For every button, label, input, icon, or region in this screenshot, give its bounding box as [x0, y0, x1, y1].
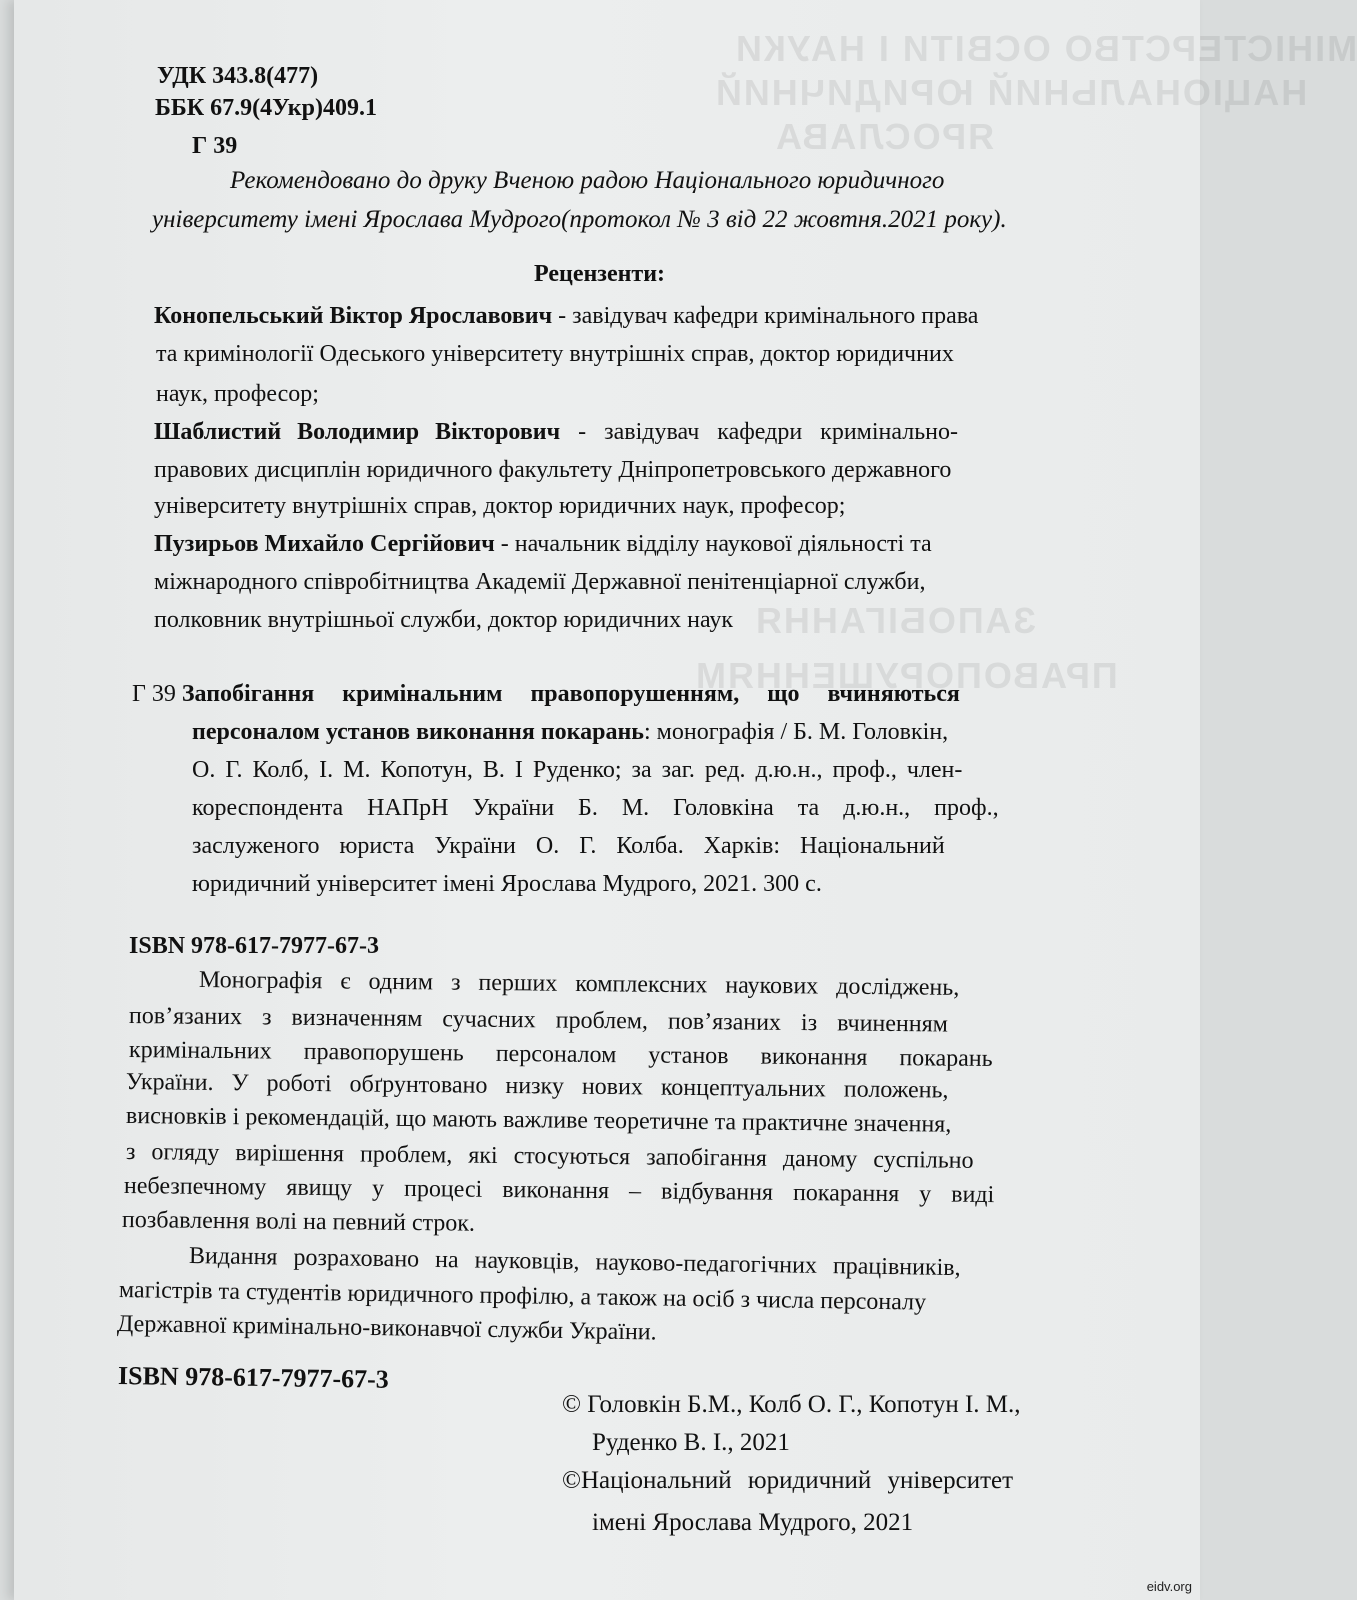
reviewer-1-affiliation: та кримінології Одеського університету внутрішніх справ, доктор юридичних [156, 341, 954, 367]
isbn-bottom: ISBN 978-617-7977-67-3 [117, 1361, 390, 1394]
reviewer-2-line-3: університету внутрішніх справ, доктор юридичних наук, професор; [154, 493, 846, 519]
abstract-p2-line-2: магістрів та студентів юридичного профілю, а також на осіб з числа персоналу [118, 1277, 927, 1316]
abstract-p2-line-1: Видання розраховано на науковців, науково-педагогічних працівників, [188, 1243, 961, 1282]
reviewer-2-line-1 [154, 418, 958, 447]
reviewer-3-line-2: міжнародного співробітництва Академії Державної пенітенціарної служби, [154, 569, 926, 595]
copyright-line-2: Руденко В. І., 2021 [592, 1429, 790, 1456]
reviewers-heading: Рецензенти: [534, 261, 666, 287]
reviewer-3-line-3: полковник внутрішньої служби, доктор юридичних наук [154, 607, 734, 633]
copyright-line-4: імені Ярослава Мудрого, 2021 [592, 1509, 914, 1536]
bibliography-line-5: заслуженого юриста України О. Г. Колба. Харків: Національний [192, 833, 945, 859]
reviewer-1-line-2 [156, 340, 1114, 369]
bibliography-line-2 [192, 718, 948, 747]
reviewer-2-name: Шаблистий Володимир Вікторович [154, 419, 561, 445]
abstract-p1-line-8: позбавлення волі на певний строк. [121, 1207, 476, 1237]
copyright-line-3: ©Національний юридичний університет [562, 1467, 1014, 1494]
abstract-p2-line-3: Державної кримінально-виконавчої служби України. [116, 1311, 657, 1346]
show-through-text: ЗАПОБІГАННЯ [754, 600, 1036, 641]
bibliography-line-6: юридичний університет імені Ярослава Мудрого, 2021. 300 с. [192, 871, 822, 897]
bbk-code: ББК 67.9(4Укр)409.1 [155, 95, 377, 121]
reviewer-1-position: - завідувач кафедри кримінального права [552, 303, 979, 329]
bibliography-code: Г 39 [132, 681, 176, 707]
recommendation-line-1: Рекомендовано до друку Вченою радою Національного юридичного [230, 167, 945, 194]
reviewer-2-line-2: правових дисциплін юридичного факультету Дніпропетровського державного [154, 457, 952, 483]
reviewer-3-name: Пузирьов Михайло Сергійович [154, 531, 495, 557]
show-through-text: НАЦІОНАЛЬНИЙ ЮРИДИЧНИЙ [714, 72, 1308, 113]
bibliography-line-1 [132, 680, 960, 709]
copyright-line-1: © Головкін Б.М., Колб О. Г., Копотун І. М., [562, 1391, 1021, 1418]
reviewer-2-position: - завідувач кафедри кримінально- [560, 419, 958, 445]
show-through-text: ЯРОСЛАВА [774, 116, 994, 157]
abstract-p1-line-4: України. У роботі обґрунтовано низку нових концептуальних положень, [125, 1069, 949, 1104]
abstract-p1-line-5: висновків і рекомендацій, що мають важливе теоретичне та практичне значення, [125, 1103, 952, 1138]
isbn: ISBN 978-617-7977-67-3 [129, 933, 379, 959]
reviewer-1-name: Конопельський Віктор Ярославович [154, 303, 553, 329]
abstract-p1-line-7: небезпечному явищу у процесі виконання – відбування покарання у виді [123, 1173, 995, 1209]
bibliography-type: : монографія / Б. М. Головкін, [644, 719, 949, 745]
show-through-text: ПРАВОПОРУШЕННЯМ [694, 655, 1118, 696]
show-through-text: МІНІСТЕРСТВО ОСВІТИ І НАУКИ [734, 28, 1357, 69]
recommendation-line-2: університету імені Ярослава Мудрого(протокол № 3 від 22 жовтня.2021 року). [152, 206, 1007, 233]
bibliography-title-cont: персоналом установ виконання покарань [192, 719, 644, 745]
udk-code: УДК 343.8(477) [157, 63, 319, 89]
abstract-p1-line-3: кримінальних правопорушень персоналом установ виконання покарань [128, 1037, 993, 1073]
book-page [14, 0, 1357, 1600]
abstract-p1-line-1: Монографія є одним з перших комплексних наукових досліджень, [198, 967, 960, 1001]
bibliography-line-3: О. Г. Колб, І. М. Копотун, В. І Руденко; за заг. ред. д.ю.н., проф., член- [192, 757, 963, 783]
abstract-p1-line-2: пов’язаних з визначенням сучасних проблем, пов’язаних із вчиненням [128, 1003, 949, 1038]
bibliography-line-4: кореспондента НАПрН України Б. М. Головкіна та д.ю.н., проф., [192, 795, 999, 821]
reviewer-1-line-3: наук, професор; [156, 381, 319, 407]
reviewer-3-line-1 [154, 530, 932, 559]
watermark: eidv.org [1146, 1579, 1192, 1594]
bibliography-title: Запобігання кримінальним правопорушенням, що вчиняються [181, 681, 960, 707]
reviewer-1-line-1 [154, 302, 1114, 331]
reviewer-3-position: - начальник відділу наукової діяльності та [494, 531, 932, 557]
author-mark-code: Г 39 [192, 133, 238, 159]
abstract-p1-line-6: з огляду вирішення проблем, які стосуються запобігання даному суспільно [125, 1139, 974, 1174]
